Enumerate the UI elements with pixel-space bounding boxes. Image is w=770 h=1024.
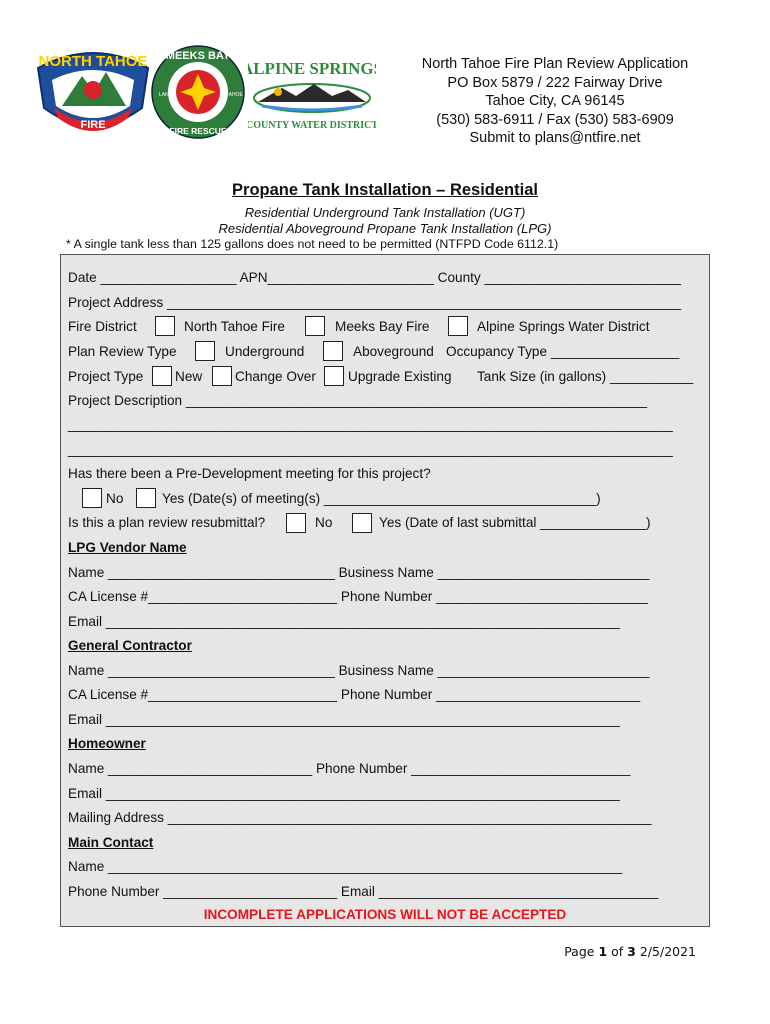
predev-yes-checkbox[interactable] <box>136 488 156 508</box>
header-line4: (530) 583-6911 / Fax (530) 583-6909 <box>436 111 674 128</box>
mb-logo-right-text: TAHOE <box>226 92 243 98</box>
header-line5: Submit to plans@ntfire.net <box>469 130 641 146</box>
homeowner-name-phone-row[interactable]: Name ___________________________ Phone Number _____________________________ <box>68 761 631 776</box>
predev-question: Has there been a Pre-Development meeting for this project? <box>68 466 431 481</box>
predev-yes-label[interactable]: Yes (Date(s) of meeting(s) ____________________________________) <box>162 491 601 506</box>
project-description-field[interactable]: Project Description _____________________________________________________________ <box>68 393 648 408</box>
plan-review-underground-label: Underground <box>225 344 305 359</box>
project-description-line-3[interactable]: ________________________________________________________________________________ <box>68 442 673 457</box>
mb-logo-left-text: LAKE <box>159 92 172 98</box>
header-line3: Tahoe City, CA 96145 <box>485 93 625 109</box>
project-type-change-over-label: Change Over <box>235 369 316 384</box>
subtitle-ugt: Residential Underground Tank Installation (UGT) <box>244 205 526 220</box>
mb-logo-top-text: MEEKS BAY <box>165 50 231 62</box>
gc-license-phone-row[interactable]: CA License #_________________________ Phone Number ___________________________ <box>68 687 641 702</box>
fire-district-alpine-springs-label: Alpine Springs Water District <box>477 319 650 334</box>
logo-north-tahoe-fire <box>34 46 152 138</box>
fire-district-north-tahoe-checkbox[interactable] <box>155 316 175 336</box>
date-apn-county-row[interactable]: Date __________________ APN______________________ County __________________________ <box>68 270 682 285</box>
footer-page-word: Page <box>564 944 595 959</box>
header-line1: North Tahoe Fire Plan Review Application <box>421 56 689 72</box>
project-type-label: Project Type <box>68 369 144 384</box>
lpg-vendor-heading: LPG Vendor Name <box>68 540 187 555</box>
permit-note: * A single tank less than 125 gallons does not need to be permitted (NTFPD Code 6112.1) <box>66 237 559 251</box>
project-description-line-2[interactable]: ________________________________________________________________________________ <box>68 417 673 432</box>
project-type-upgrade-label: Upgrade Existing <box>348 369 452 384</box>
header-line2: PO Box 5879 / 222 Fairway Drive <box>447 74 663 91</box>
predev-no-label: No <box>106 491 124 506</box>
plan-review-type-label: Plan Review Type <box>68 344 177 359</box>
footer-page-number: 1 <box>598 944 608 959</box>
logo-meeks-bay-fire <box>150 44 246 140</box>
fire-district-meeks-bay-label: Meeks Bay Fire <box>335 319 430 334</box>
tank-size-field[interactable]: Tank Size (in gallons) ___________ <box>477 369 694 384</box>
project-type-new-checkbox[interactable] <box>152 366 172 386</box>
document-title: Propane Tank Installation – Residential <box>232 181 538 199</box>
resubmittal-question: Is this a plan review resubmittal? <box>68 515 266 530</box>
application-form <box>60 254 710 927</box>
plan-review-underground-checkbox[interactable] <box>195 341 215 361</box>
fire-district-north-tahoe-label: North Tahoe Fire <box>184 319 285 334</box>
nt-logo-top-text: NORTH TAHOE <box>38 53 148 70</box>
as-logo-top-text: ALPINE SPRINGS <box>248 59 376 78</box>
gc-email-row[interactable]: Email ____________________________________________________________________ <box>68 712 620 727</box>
main-contact-phone-email-row[interactable]: Phone Number _______________________ Email _____________________________________ <box>68 884 659 899</box>
project-type-upgrade-checkbox[interactable] <box>324 366 344 386</box>
lpg-email-row[interactable]: Email ____________________________________________________________________ <box>68 614 620 629</box>
main-contact-name-row[interactable]: Name ____________________________________________________________________ <box>68 859 623 874</box>
predev-no-checkbox[interactable] <box>82 488 102 508</box>
fire-district-meeks-bay-checkbox[interactable] <box>305 316 325 336</box>
resubmittal-yes-label[interactable]: Yes (Date of last submittal ______________) <box>379 515 651 530</box>
logo-alpine-springs <box>248 52 376 134</box>
project-type-new-label: New <box>175 369 203 384</box>
lpg-license-phone-row[interactable]: CA License #_________________________ Phone Number ____________________________ <box>68 589 648 604</box>
footer-page-total: 3 <box>627 944 636 959</box>
footer-date: 2/5/2021 <box>639 944 696 959</box>
general-contractor-heading: General Contractor <box>68 638 192 653</box>
plan-review-aboveground-checkbox[interactable] <box>323 341 343 361</box>
main-contact-heading: Main Contact <box>68 835 154 850</box>
incomplete-warning: INCOMPLETE APPLICATIONS WILL NOT BE ACCEPTED <box>203 907 567 922</box>
resubmittal-no-label: No <box>315 515 333 530</box>
nt-logo-bottom-text: FIRE <box>80 119 106 131</box>
project-address-row[interactable]: Project Address ____________________________________________________________________ <box>68 295 682 310</box>
agency-header <box>400 55 710 148</box>
occupancy-type-field[interactable]: Occupancy Type _________________ <box>446 344 680 359</box>
homeowner-heading: Homeowner <box>68 736 146 751</box>
homeowner-mailing-address-row[interactable]: Mailing Address ________________________________________________________________ <box>68 810 652 825</box>
gc-name-business-row[interactable]: Name ______________________________ Business Name ____________________________ <box>68 663 650 678</box>
homeowner-email-row[interactable]: Email ____________________________________________________________________ <box>68 786 620 801</box>
lpg-name-business-row[interactable]: Name ______________________________ Business Name ____________________________ <box>68 565 650 580</box>
mb-logo-bottom-text: FIRE RESCUE <box>169 126 227 136</box>
fire-district-label: Fire District <box>68 319 137 334</box>
subtitle-lpg: Residential Aboveground Propane Tank Installation (LPG) <box>218 221 552 236</box>
footer-of-word: of <box>611 944 624 959</box>
page-footer <box>520 944 696 959</box>
resubmittal-yes-checkbox[interactable] <box>352 513 372 533</box>
as-logo-bottom-text: COUNTY WATER DISTRICT <box>248 120 376 131</box>
resubmittal-no-checkbox[interactable] <box>286 513 306 533</box>
plan-review-aboveground-label: Aboveground <box>353 344 434 359</box>
fire-district-alpine-springs-checkbox[interactable] <box>448 316 468 336</box>
project-type-change-over-checkbox[interactable] <box>212 366 232 386</box>
